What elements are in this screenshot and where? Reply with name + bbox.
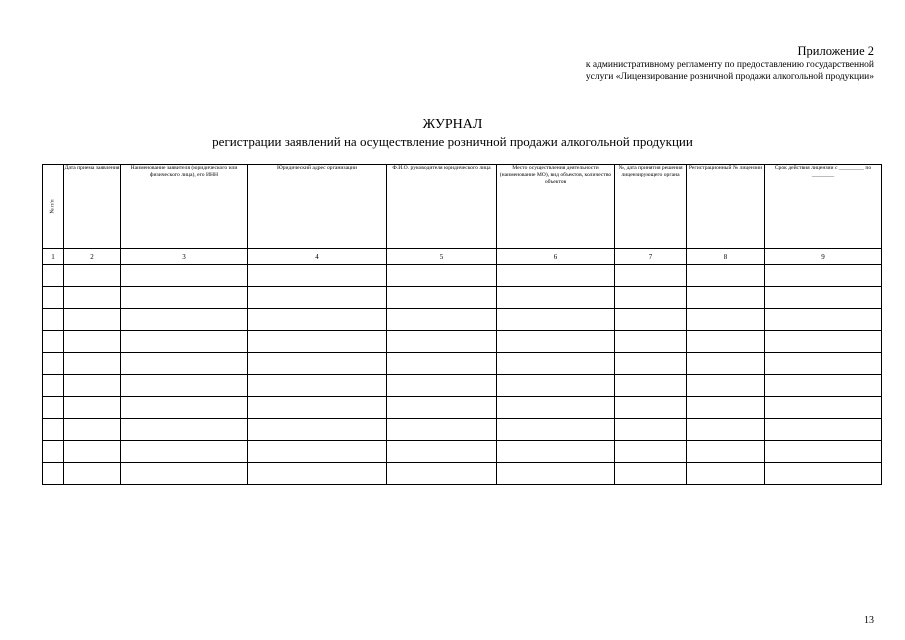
table-cell <box>765 397 882 419</box>
appendix-title: Приложение 2 <box>797 44 874 58</box>
appendix-block <box>586 45 874 83</box>
table-row <box>43 419 882 441</box>
column-number: 2 <box>64 249 121 265</box>
page-number: 13 <box>864 615 874 626</box>
table-cell <box>43 265 64 287</box>
table-cell <box>121 441 248 463</box>
appendix-line-2: услуги «Лицензирование розничной продажи алкогольной продукции» <box>585 72 874 82</box>
table-cell <box>687 463 765 485</box>
table-cell <box>687 331 765 353</box>
table-cell <box>43 441 64 463</box>
table-cell <box>615 353 687 375</box>
table-cell <box>64 463 121 485</box>
table-row <box>43 353 882 375</box>
table-cell <box>64 397 121 419</box>
appendix-line-1: к административному регламенту по предоставлению государственной <box>585 60 874 70</box>
table-cell <box>121 353 248 375</box>
table-cell <box>687 265 765 287</box>
table-row <box>43 309 882 331</box>
table-cell <box>387 419 497 441</box>
table-cell <box>64 287 121 309</box>
table-cell <box>615 331 687 353</box>
table-cell <box>765 441 882 463</box>
table-cell <box>121 265 248 287</box>
column-number: 1 <box>43 249 64 265</box>
table-cell <box>248 287 387 309</box>
column-number: 5 <box>387 249 497 265</box>
table-cell <box>121 375 248 397</box>
table-row <box>43 441 882 463</box>
header-cell-number <box>43 165 64 249</box>
table-cell <box>387 353 497 375</box>
table-cell <box>765 287 882 309</box>
table-cell <box>765 419 882 441</box>
table-cell <box>64 331 121 353</box>
table-cell <box>497 353 615 375</box>
table-cell <box>64 309 121 331</box>
table-cell <box>687 309 765 331</box>
table-cell <box>497 419 615 441</box>
table-cell <box>497 287 615 309</box>
document-title: ЖУРНАЛ <box>422 117 483 132</box>
column-number: 4 <box>248 249 387 265</box>
table-cell <box>615 419 687 441</box>
table-cell <box>387 375 497 397</box>
column-number: 8 <box>687 249 765 265</box>
header-cell-applicant: Наименование заявителя (юридического или физического лица), его ИНН <box>121 165 248 249</box>
header-cell-legal-address: Юридический адрес организации <box>248 165 387 249</box>
table-cell <box>248 441 387 463</box>
column-number: 3 <box>121 249 248 265</box>
table-cell <box>64 375 121 397</box>
table-cell <box>387 441 497 463</box>
table-cell <box>765 265 882 287</box>
table-cell <box>497 265 615 287</box>
table-cell <box>43 419 64 441</box>
table-cell <box>248 331 387 353</box>
table-cell <box>43 375 64 397</box>
header-cell-decision: №, дата принятия решения лицензирующего органа <box>615 165 687 249</box>
table-cell <box>387 463 497 485</box>
table-cell <box>687 375 765 397</box>
table-row <box>43 287 882 309</box>
table-cell <box>687 353 765 375</box>
header-cell-date: Дата приема заявления <box>64 165 121 249</box>
column-number-row <box>43 249 882 265</box>
table-cell <box>387 331 497 353</box>
table-cell <box>387 287 497 309</box>
header-cell-license-number: Регистрационный № лицензии <box>687 165 765 249</box>
column-number: 9 <box>765 249 882 265</box>
table-cell <box>248 375 387 397</box>
table-cell <box>387 309 497 331</box>
table-cell <box>121 309 248 331</box>
table-cell <box>248 419 387 441</box>
table-cell <box>765 353 882 375</box>
table-cell <box>687 419 765 441</box>
table-cell <box>64 419 121 441</box>
table-cell <box>248 309 387 331</box>
table-cell <box>765 331 882 353</box>
table-cell <box>387 265 497 287</box>
table-cell <box>64 441 121 463</box>
table-cell <box>121 419 248 441</box>
table-cell <box>497 397 615 419</box>
table-cell <box>43 353 64 375</box>
table-cell <box>497 309 615 331</box>
table-cell <box>497 331 615 353</box>
table-cell <box>615 463 687 485</box>
table-cell <box>765 309 882 331</box>
table-cell <box>43 309 64 331</box>
table-cell <box>615 441 687 463</box>
table-cell <box>248 265 387 287</box>
table-cell <box>687 287 765 309</box>
table-row <box>43 397 882 419</box>
header-cell-director: Ф.И.О. руководителя юридического лица <box>387 165 497 249</box>
table-cell <box>43 397 64 419</box>
table-cell <box>615 287 687 309</box>
header-label-number: № п/п <box>49 199 56 214</box>
header-cell-place: Место осуществления деятельности (наименование МО), вид объектов, количество объектов <box>497 165 615 249</box>
table-cell <box>765 463 882 485</box>
journal-table <box>42 164 882 485</box>
table-cell <box>687 441 765 463</box>
table-cell <box>64 353 121 375</box>
table-cell <box>121 463 248 485</box>
table-cell <box>687 397 765 419</box>
table-cell <box>64 265 121 287</box>
table-cell <box>765 375 882 397</box>
table-cell <box>121 287 248 309</box>
table-row <box>43 375 882 397</box>
table-cell <box>43 331 64 353</box>
column-number: 6 <box>497 249 615 265</box>
table-cell <box>497 375 615 397</box>
table-row <box>43 463 882 485</box>
table-cell <box>497 463 615 485</box>
header-cell-validity: Срок действия лицензии с _________ по ________ <box>765 165 882 249</box>
table-cell <box>615 309 687 331</box>
table-cell <box>387 397 497 419</box>
table-row <box>43 265 882 287</box>
table-cell <box>43 463 64 485</box>
table-cell <box>248 353 387 375</box>
table-row <box>43 331 882 353</box>
table-cell <box>497 441 615 463</box>
table-cell <box>43 287 64 309</box>
table-cell <box>248 397 387 419</box>
table-cell <box>615 397 687 419</box>
table-cell <box>615 265 687 287</box>
document-subtitle: регистрации заявлений на осуществление розничной продажи алкогольной продукции <box>212 134 693 149</box>
table-cell <box>248 463 387 485</box>
table-cell <box>121 397 248 419</box>
table-cell <box>615 375 687 397</box>
table-cell <box>121 331 248 353</box>
column-number: 7 <box>615 249 687 265</box>
header-row <box>43 165 882 249</box>
